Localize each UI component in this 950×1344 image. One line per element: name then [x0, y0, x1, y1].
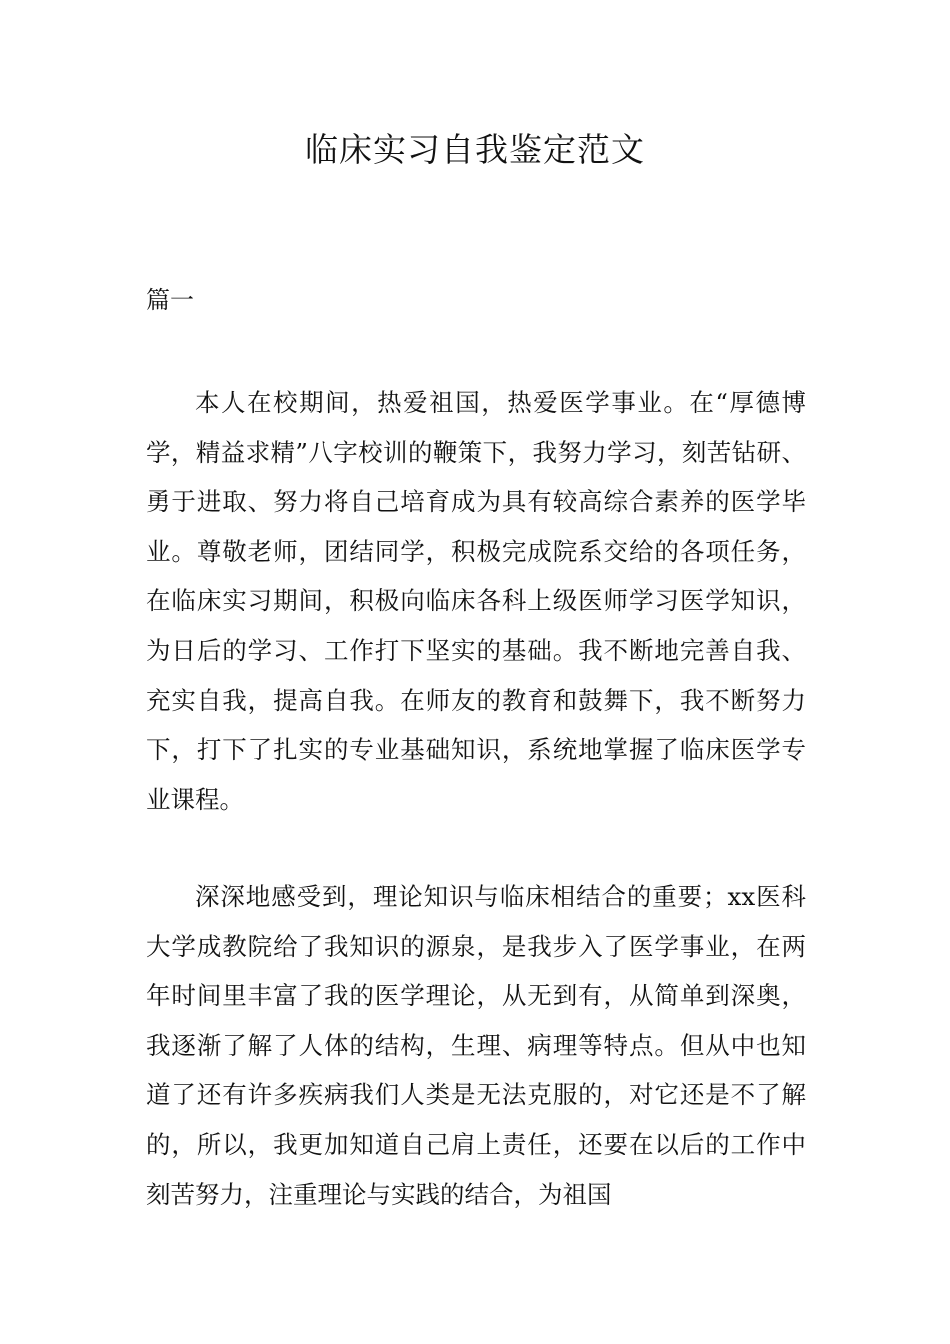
paragraph-1: 本人在校期间，热爱祖国，热爱医学事业。在“厚德博学，精益求精”八字校训的鞭策下，我努力学习，刻苦钻研、勇于进取、努力将自己培育成为具有较高综合素养的医学毕业。尊敬老师，团结同学，积极完成院系交给的各项任务，在临床实习期间，积极向临床各科上级医师学习医学知识，为日后的学习、工作打下坚实的基础。我不断地完善自我、充实自我，提高自我。在师友的教育和鼓舞下，我不断努力下，打下了扎实的专业基础知识，系统地掌握了临床医学专业课程。: [146, 388, 806, 814]
section-label: 篇一: [146, 286, 194, 314]
document-title: 临床实习自我鉴定范文: [305, 130, 645, 169]
paragraph-2: 深深地感受到，理论知识与临床相结合的重要；xx医科大学成教院给了我知识的源泉，是我步入了医学事业，在两年时间里丰富了我的医学理论，从无到有，从简单到深奥，我逐渐了解了人体的结构，生理、病理等特点。但从中也知道了还有许多疾病我们人类是无法克服的，对它还是不了解的，所以，我更加知道自己肩上责任，还要在以后的工作中刻苦努力，注重理论与实践的结合，为祖国: [146, 882, 806, 1209]
